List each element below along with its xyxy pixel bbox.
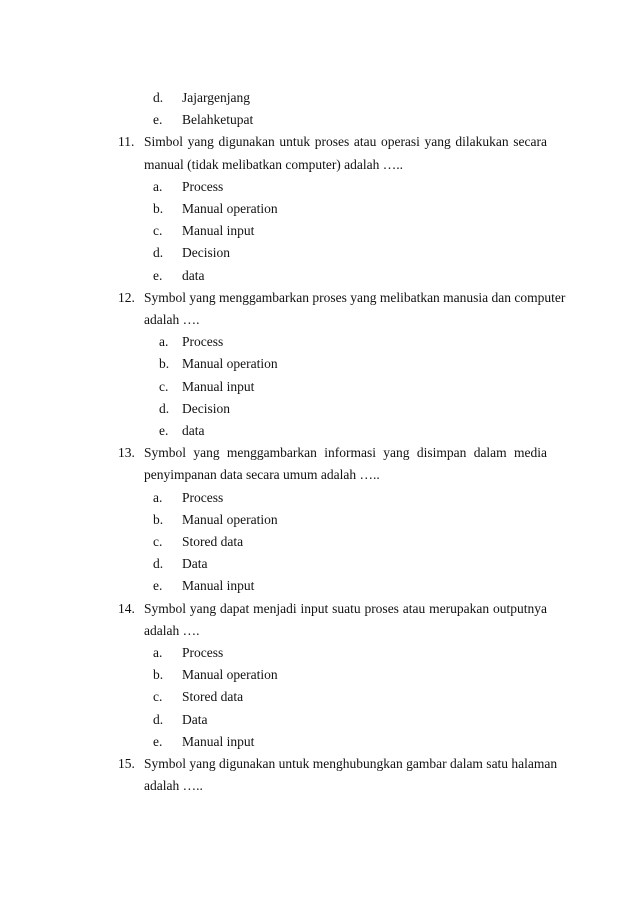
question-text-line: manual (tidak melibatkan computer) adalah ….. <box>144 156 404 172</box>
option-text: Decision <box>182 400 230 416</box>
option-text: data <box>182 267 205 283</box>
question-text-line: Simbol yang digunakan untuk proses atau operasi yang dilakukan secara <box>144 134 547 150</box>
option-text: Process <box>182 334 224 350</box>
question-text-line: penyimpanan data secara umum adalah ….. <box>144 467 380 483</box>
option-text: Manual input <box>182 378 255 394</box>
option-text: Data <box>182 556 208 572</box>
option-text: Process <box>182 645 224 660</box>
option-letter: d. <box>153 711 164 727</box>
option-letter: a. <box>153 489 163 505</box>
option-text: Manual operation <box>182 667 278 683</box>
option-letter: d. <box>159 400 170 416</box>
question-text-line: adalah …. <box>144 312 200 327</box>
option-letter: a. <box>153 178 163 194</box>
question-number: 12. <box>118 289 135 305</box>
option-text: Manual operation <box>182 201 278 216</box>
option-letter: e. <box>153 112 163 128</box>
option-text: Jajargenjang <box>182 90 250 105</box>
option-text: Manual input <box>182 578 255 594</box>
option-text: Stored data <box>182 689 244 705</box>
option-text: Stored data <box>182 534 244 549</box>
option-letter: c. <box>159 378 169 394</box>
option-letter: b. <box>159 356 170 372</box>
option-letter: a. <box>153 645 163 660</box>
option-letter: e. <box>153 733 163 749</box>
option-letter: e. <box>153 267 163 283</box>
question-number: 15. <box>118 756 135 771</box>
option-letter: b. <box>153 511 164 527</box>
question-text-line: Symbol yang dapat menjadi input suatu proses atau merupakan outputnya <box>144 600 547 616</box>
question-number: 13. <box>118 445 135 461</box>
option-letter: d. <box>153 90 164 105</box>
option-letter: e. <box>159 423 169 438</box>
option-letter: d. <box>153 245 164 261</box>
option-text: Process <box>182 178 224 194</box>
question-text-line: Symbol yang digunakan untuk menghubungkan gambar dalam satu halaman <box>144 756 558 771</box>
option-letter: a. <box>159 334 169 350</box>
option-text: Belahketupat <box>182 112 254 128</box>
option-text: Decision <box>182 245 230 261</box>
question-text-line: Symbol yang menggambarkan proses yang melibatkan manusia dan computer <box>144 289 566 305</box>
option-letter: b. <box>153 667 164 683</box>
option-letter: c. <box>153 223 163 239</box>
option-letter: b. <box>153 201 164 216</box>
question-number: 11. <box>118 134 135 150</box>
option-letter: d. <box>153 556 164 572</box>
option-text: Process <box>182 489 224 505</box>
option-text: Manual input <box>182 223 255 239</box>
option-letter: e. <box>153 578 163 594</box>
question-text-line: adalah …. <box>144 622 200 638</box>
option-text: Manual input <box>182 733 255 749</box>
option-letter: c. <box>153 689 163 705</box>
option-text: data <box>182 423 205 438</box>
question-text-line: adalah ….. <box>144 778 203 794</box>
question-number: 14. <box>118 600 135 616</box>
option-text: Manual operation <box>182 356 278 372</box>
option-text: Manual operation <box>182 511 278 527</box>
option-letter: c. <box>153 534 163 549</box>
question-text-line: Symbol yang menggambarkan informasi yang disimpan dalam media <box>144 445 547 461</box>
option-text: Data <box>182 711 208 727</box>
